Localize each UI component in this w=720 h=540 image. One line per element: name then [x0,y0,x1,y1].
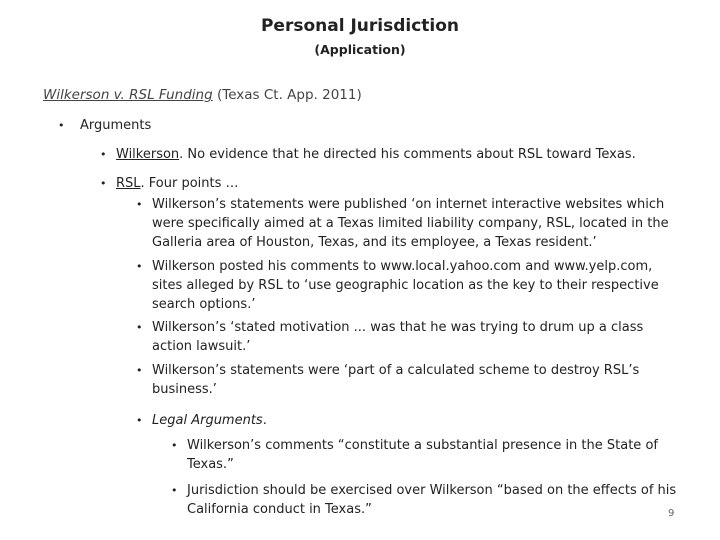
bullet-dot: • [100,177,107,190]
bullet-dot: • [100,148,107,161]
rsl-text: . Four points … [140,176,239,191]
bullet-dot: • [136,414,143,427]
bullet-dot: • [171,484,178,497]
bullet-dot: • [58,119,65,132]
slide-title: Personal Jurisdiction [260,16,460,36]
bullet-dot: • [171,439,178,452]
case-court: (Texas Ct. App. 2011) [212,87,362,103]
case-name: Wilkerson v. RSL Funding [43,87,213,103]
bullet-dot: • [136,198,143,211]
page-number: 9 [668,508,675,519]
bullet-dot: • [136,260,143,273]
bullet-dot: • [136,364,143,377]
bullet-dot: • [136,321,143,334]
rsl-label: RSL [116,176,141,191]
arguments-label: Arguments [80,118,152,133]
slide-subtitle: (Application) [314,42,406,57]
wilkerson-text: . No evidence that he directed his comments about RSL toward Texas. [179,147,636,162]
legal-label: Legal Arguments [152,413,263,428]
case-citation [43,87,362,103]
wilkerson-label: Wilkerson [116,147,180,162]
